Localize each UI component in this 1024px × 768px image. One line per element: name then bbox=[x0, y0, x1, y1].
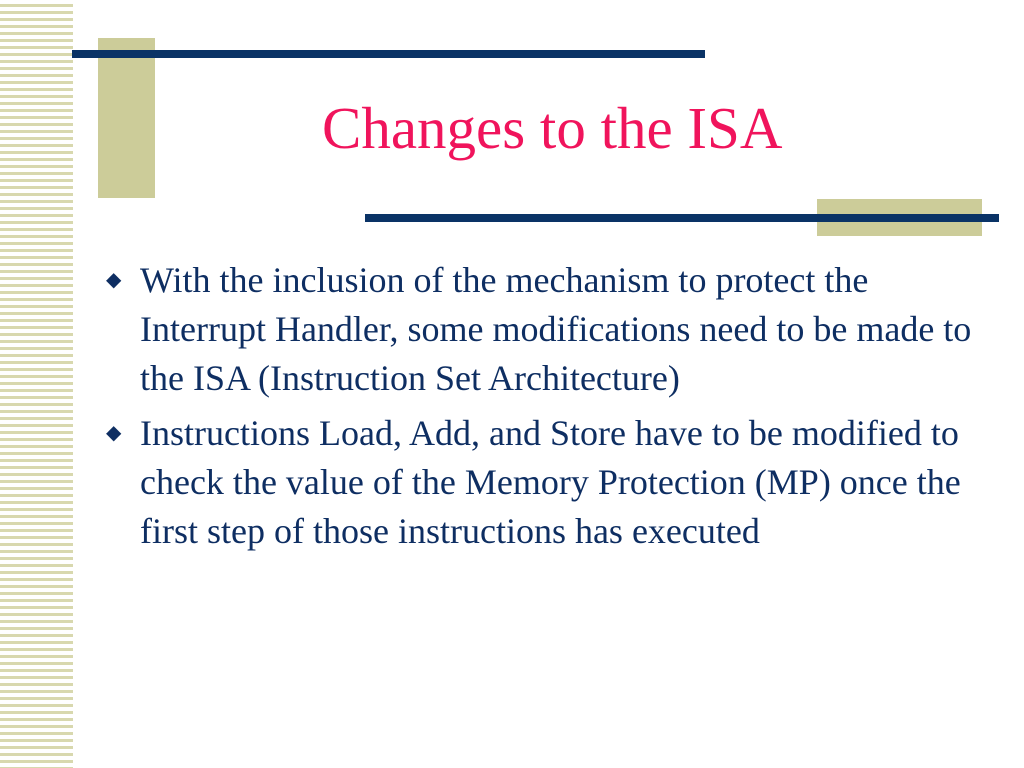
bullet-item bbox=[104, 256, 984, 403]
bullet-text: With the inclusion of the mechanism to protect the Interrupt Handler, some modifications need to be made to the ISA (Instruction Set Architecture) bbox=[140, 260, 972, 398]
top-rule-line bbox=[72, 50, 705, 58]
bottom-rule-line bbox=[365, 214, 999, 222]
slide-title: Changes to the ISA bbox=[322, 95, 783, 161]
bullet-item bbox=[104, 409, 984, 556]
bullet-list bbox=[104, 256, 984, 562]
bullet-text: Instructions Load, Add, and Store have to be modified to check the value of the Memory Protection (MP) once the first step of those instructions has executed bbox=[140, 413, 961, 551]
diamond-bullet-icon: ◆ bbox=[106, 269, 122, 291]
left-stripe-decoration bbox=[0, 0, 73, 768]
top-accent-block bbox=[98, 38, 155, 198]
diamond-bullet-icon: ◆ bbox=[106, 422, 122, 444]
